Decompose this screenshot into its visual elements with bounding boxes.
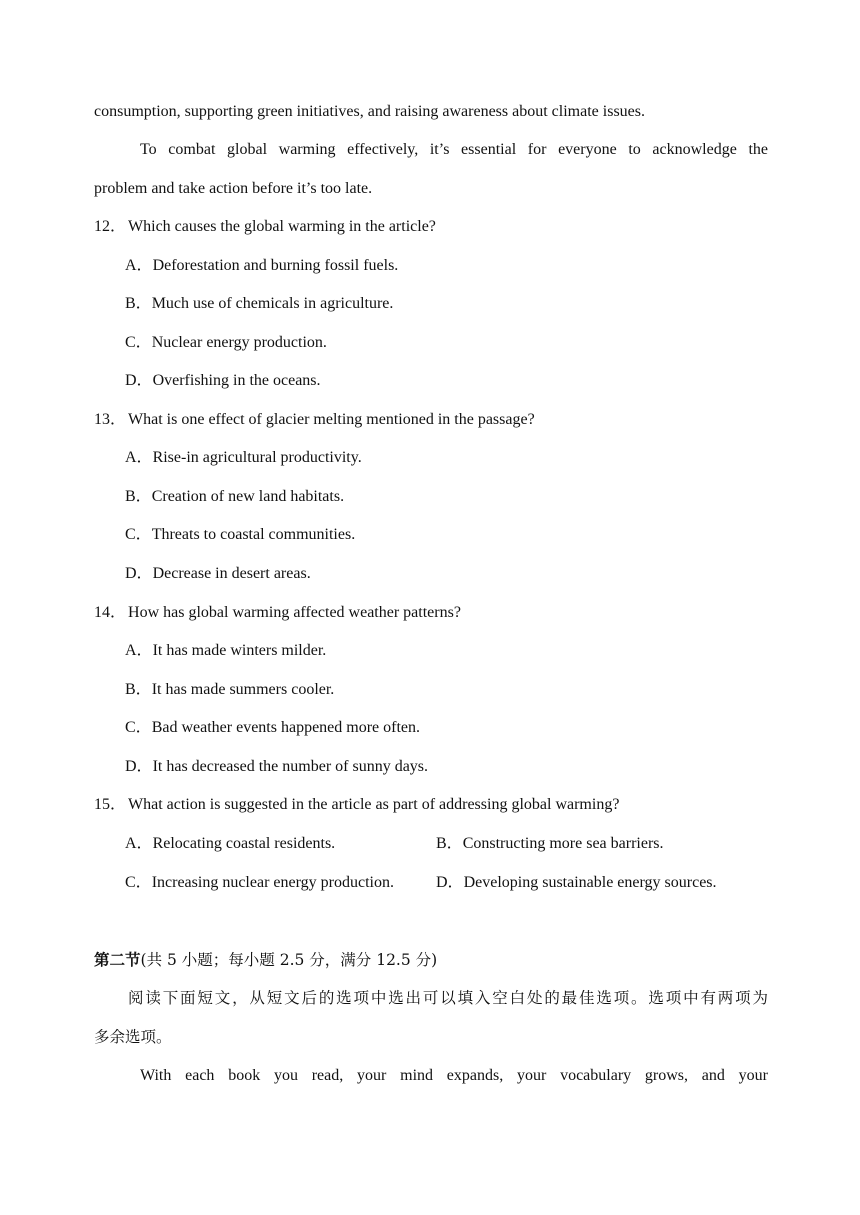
option-12-d [125, 371, 799, 391]
option-13-d [125, 564, 799, 584]
option-13-b [125, 487, 799, 507]
question-number: 12． [94, 218, 127, 235]
option-text: Constructing more sea barriers. [462, 835, 664, 852]
question-15 [94, 795, 768, 815]
section-passage-line: With each book you read, your mind expands, your vocabulary grows, and your [140, 1067, 768, 1084]
option-text: Relocating coastal residents. [152, 835, 336, 852]
section-detail: (共 5 小题；每小题 2.5 分，满分 12.5 分) [140, 951, 438, 969]
question-number: 14． [94, 604, 127, 621]
question-13 [94, 410, 768, 430]
option-13-a [125, 448, 799, 468]
option-text: Overfishing in the oceans. [152, 372, 321, 389]
section-heading [94, 950, 768, 970]
option-text: Rise-in agricultural productivity. [152, 449, 362, 466]
option-text: Bad weather events happened more often. [151, 719, 421, 736]
option-text: Nuclear energy production. [151, 334, 327, 351]
option-text: Deforestation and burning fossil fuels. [152, 257, 399, 274]
option-letter: C． [125, 526, 152, 543]
option-letter: C． [125, 719, 152, 736]
option-15-c [125, 873, 430, 893]
option-text: Threats to coastal communities. [151, 526, 356, 543]
option-15-a [125, 834, 425, 854]
option-letter: C． [125, 334, 152, 351]
option-letter: A． [125, 835, 153, 852]
option-text: Much use of chemicals in agriculture. [151, 295, 394, 312]
option-text: It has made summers cooler. [151, 681, 335, 698]
option-text: It has decreased the number of sunny days. [152, 758, 429, 775]
option-letter: B． [436, 835, 463, 852]
passage-line: problem and take action before it’s too late. [94, 180, 373, 197]
option-text: Increasing nuclear energy production. [151, 874, 394, 891]
question-number: 13． [94, 411, 127, 428]
question-text: How has global warming affected weather patterns? [128, 604, 461, 621]
question-number: 15． [94, 796, 127, 813]
option-12-a [125, 256, 799, 276]
option-13-c [125, 525, 799, 545]
option-14-c [125, 718, 799, 738]
question-12 [94, 217, 768, 237]
option-12-c [125, 333, 799, 353]
option-15-d [436, 873, 766, 893]
option-letter: A． [125, 642, 153, 659]
passage-line: consumption, supporting green initiatives, and raising awareness about climate issues. [94, 103, 645, 120]
option-letter: D． [125, 565, 153, 582]
option-15-b [436, 834, 766, 854]
option-text: Decrease in desert areas. [152, 565, 311, 582]
option-letter: B． [125, 488, 152, 505]
question-text: What is one effect of glacier melting mentioned in the passage? [128, 411, 535, 428]
option-letter: B． [125, 681, 152, 698]
question-text: What action is suggested in the article as part of addressing global warming? [128, 796, 620, 813]
option-text: It has made winters milder. [152, 642, 327, 659]
option-letter: A． [125, 257, 153, 274]
option-letter: C． [125, 874, 152, 891]
option-letter: D． [125, 372, 153, 389]
option-text: Developing sustainable energy sources. [463, 874, 717, 891]
passage-paragraph-line: To combat global warming effectively, it’s essential for everyone to acknowledge the [140, 141, 768, 158]
option-text: Creation of new land habitats. [151, 488, 345, 505]
option-letter: B． [125, 295, 152, 312]
option-14-d [125, 757, 799, 777]
section-instruction-line: 阅读下面短文，从短文后的选项中选出可以填入空白处的最佳选项。选项中有两项为 [128, 989, 768, 1007]
option-14-a [125, 641, 799, 661]
question-14 [94, 603, 768, 623]
section-title: 第二节 [94, 950, 141, 969]
option-14-b [125, 680, 799, 700]
section-instruction-line: 多余选项。 [94, 1028, 172, 1046]
option-12-b [125, 294, 799, 314]
option-letter: A． [125, 449, 153, 466]
question-text: Which causes the global warming in the article? [128, 218, 436, 235]
option-letter: D． [125, 758, 153, 775]
option-letter: D． [436, 874, 464, 891]
